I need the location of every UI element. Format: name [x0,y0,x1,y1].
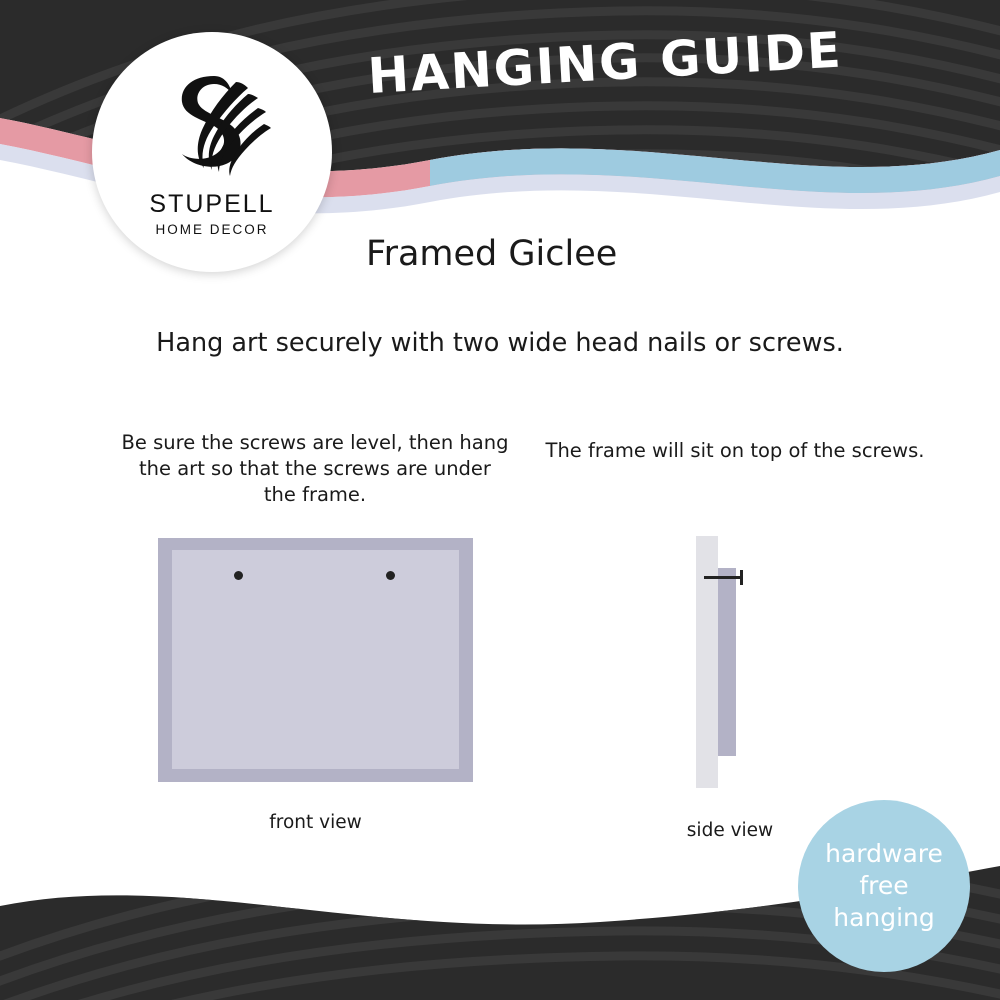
side-view-diagram [660,536,800,788]
stupell-swoosh-logo-icon [152,72,272,182]
page-title: HANGING GUIDE [366,21,844,105]
screw-shaft-icon [704,576,742,579]
main-instruction: Hang art securely with two wide head nails or screws. [156,328,844,358]
badge-line-3: hanging [833,903,935,932]
front-view-caption: Be sure the screws are level, then hang the art so that the screws are under the frame. [121,431,509,506]
side-view-column [540,438,930,464]
product-type: Framed Giclee [366,234,618,274]
wall-strip [696,536,718,788]
screw-dot-right-icon [386,571,395,580]
badge-line-1: hardware [825,839,943,868]
frame-artwork-area [172,550,459,769]
hardware-free-badge [798,800,970,972]
brand-logo-badge [92,32,332,272]
side-view-caption: The frame will sit on top of the screws. [545,439,925,462]
screw-head-icon [740,570,743,585]
front-view-column [120,430,510,508]
side-view-label: side view [686,820,774,841]
frame-side-profile [718,568,736,756]
front-view-label: front view [269,812,362,833]
logo-brand-name: STUPELL [149,190,275,218]
screw-dot-left-icon [234,571,243,580]
logo-tagline: HOME DECOR [155,222,269,237]
front-view-diagram [158,538,473,782]
badge-line-2: free [859,871,909,900]
